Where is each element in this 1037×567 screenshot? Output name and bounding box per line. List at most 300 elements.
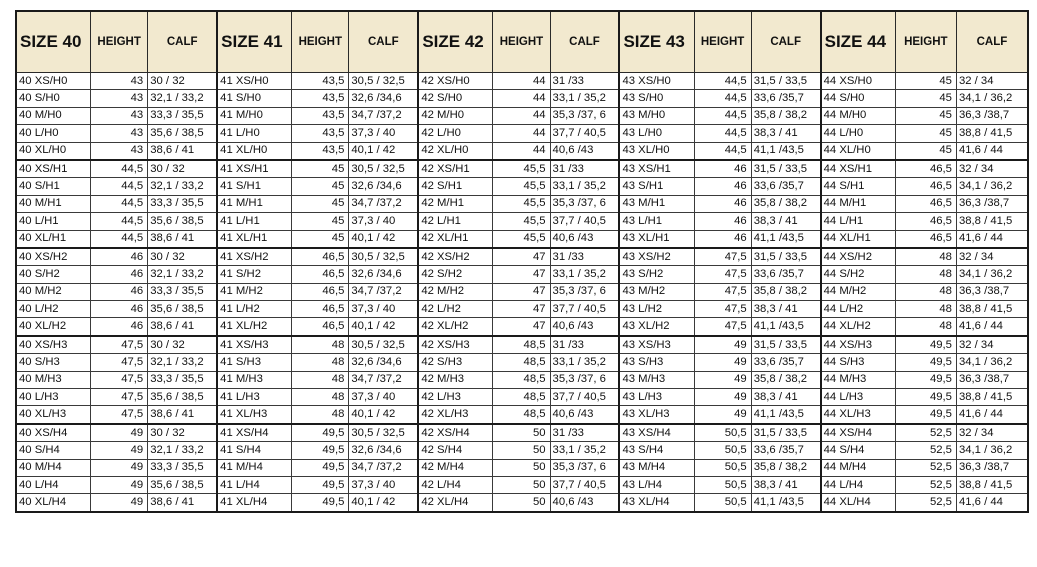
size-header: SIZE 43 — [619, 11, 694, 73]
height-cell: 44,5 — [91, 160, 148, 178]
size-cell: 44 XL/H3 — [821, 406, 896, 424]
table-row — [16, 301, 1028, 318]
table-row — [16, 336, 1028, 354]
size-cell: 43 XL/H4 — [619, 494, 694, 512]
calf-cell: 41,1 /43,5 — [751, 230, 820, 248]
calf-cell: 36,3 /38,7 — [956, 459, 1028, 476]
calf-cell: 32,6 /34,6 — [349, 178, 418, 195]
table-row — [16, 442, 1028, 459]
calf-cell: 38,3 / 41 — [751, 213, 820, 230]
size-cell: 40 XS/H3 — [16, 336, 91, 354]
calf-cell: 38,6 / 41 — [148, 406, 217, 424]
height-cell: 44,5 — [91, 195, 148, 212]
calf-cell: 33,1 / 35,2 — [550, 354, 619, 371]
calf-cell: 33,1 / 35,2 — [550, 442, 619, 459]
height-cell: 46,5 — [292, 248, 349, 266]
height-cell: 50 — [493, 494, 550, 512]
calf-cell: 37,3 / 40 — [349, 125, 418, 142]
size-cell: 43 XL/H1 — [619, 230, 694, 248]
size-cell: 43 XL/H2 — [619, 318, 694, 336]
calf-cell: 38,6 / 41 — [148, 230, 217, 248]
header-row — [16, 11, 1028, 73]
size-cell: 41 XL/H3 — [217, 406, 292, 424]
size-cell: 42 XL/H1 — [418, 230, 493, 248]
size-cell: 42 XL/H4 — [418, 494, 493, 512]
size-cell: 43 XS/H4 — [619, 424, 694, 442]
height-cell: 45,5 — [493, 195, 550, 212]
table-row — [16, 178, 1028, 195]
height-cell: 43,5 — [292, 107, 349, 124]
size-chart-table — [15, 10, 1029, 513]
calf-cell: 41,1 /43,5 — [751, 142, 820, 160]
size-cell: 40 S/H4 — [16, 442, 91, 459]
calf-cell: 41,6 / 44 — [956, 230, 1028, 248]
size-cell: 44 S/H0 — [821, 90, 896, 107]
size-header: SIZE 42 — [418, 11, 493, 73]
height-cell: 47,5 — [694, 248, 751, 266]
height-cell: 43,5 — [292, 90, 349, 107]
calf-cell: 38,8 / 41,5 — [956, 213, 1028, 230]
height-cell: 46 — [694, 178, 751, 195]
size-cell: 41 L/H0 — [217, 125, 292, 142]
size-cell: 44 M/H1 — [821, 195, 896, 212]
size-cell: 41 XL/H0 — [217, 142, 292, 160]
size-cell: 42 M/H1 — [418, 195, 493, 212]
size-cell: 41 XS/H3 — [217, 336, 292, 354]
calf-cell: 32,6 /34,6 — [349, 90, 418, 107]
height-cell: 44 — [493, 125, 550, 142]
size-cell: 44 S/H2 — [821, 266, 896, 283]
size-cell: 40 S/H3 — [16, 354, 91, 371]
size-cell: 43 M/H0 — [619, 107, 694, 124]
height-cell: 45 — [895, 142, 956, 160]
size-header: SIZE 44 — [821, 11, 896, 73]
calf-cell: 32 / 34 — [956, 424, 1028, 442]
size-cell: 44 XL/H2 — [821, 318, 896, 336]
table-row — [16, 213, 1028, 230]
size-cell: 44 XL/H1 — [821, 230, 896, 248]
size-cell: 41 S/H0 — [217, 90, 292, 107]
table-row — [16, 354, 1028, 371]
height-cell: 48 — [895, 283, 956, 300]
height-cell: 48 — [292, 371, 349, 388]
height-cell: 44 — [493, 142, 550, 160]
height-cell: 43,5 — [292, 142, 349, 160]
calf-cell: 38,3 / 41 — [751, 389, 820, 406]
calf-cell: 36,3 /38,7 — [956, 283, 1028, 300]
calf-header: CALF — [148, 11, 217, 73]
size-cell: 41 XS/H0 — [217, 73, 292, 90]
calf-cell: 34,7 /37,2 — [349, 107, 418, 124]
calf-cell: 35,3 /37, 6 — [550, 195, 619, 212]
height-cell: 44,5 — [91, 178, 148, 195]
height-header: HEIGHT — [895, 11, 956, 73]
height-cell: 50,5 — [694, 424, 751, 442]
calf-cell: 33,3 / 35,5 — [148, 283, 217, 300]
height-cell: 49 — [694, 371, 751, 388]
size-cell: 43 S/H1 — [619, 178, 694, 195]
height-cell: 44 — [493, 73, 550, 90]
height-cell: 43 — [91, 142, 148, 160]
height-cell: 46,5 — [292, 318, 349, 336]
height-cell: 52,5 — [895, 494, 956, 512]
height-cell: 50 — [493, 476, 550, 493]
calf-cell: 38,3 / 41 — [751, 301, 820, 318]
height-cell: 49 — [91, 459, 148, 476]
table-row — [16, 125, 1028, 142]
calf-header: CALF — [550, 11, 619, 73]
calf-cell: 38,8 / 41,5 — [956, 389, 1028, 406]
size-cell: 44 XL/H0 — [821, 142, 896, 160]
height-cell: 48 — [895, 318, 956, 336]
calf-cell: 37,3 / 40 — [349, 213, 418, 230]
calf-cell: 40,1 / 42 — [349, 494, 418, 512]
height-cell: 45 — [895, 107, 956, 124]
size-cell: 43 M/H1 — [619, 195, 694, 212]
size-cell: 43 XS/H2 — [619, 248, 694, 266]
calf-cell: 35,6 / 38,5 — [148, 125, 217, 142]
calf-cell: 41,1 /43,5 — [751, 406, 820, 424]
height-cell: 46,5 — [292, 266, 349, 283]
size-cell: 40 XL/H3 — [16, 406, 91, 424]
size-cell: 40 L/H4 — [16, 476, 91, 493]
size-cell: 41 L/H4 — [217, 476, 292, 493]
calf-cell: 35,6 / 38,5 — [148, 476, 217, 493]
height-cell: 46 — [694, 160, 751, 178]
size-cell: 41 M/H4 — [217, 459, 292, 476]
size-cell: 40 S/H0 — [16, 90, 91, 107]
size-cell: 40 L/H2 — [16, 301, 91, 318]
calf-cell: 34,7 /37,2 — [349, 283, 418, 300]
height-cell: 49 — [694, 336, 751, 354]
size-cell: 40 M/H2 — [16, 283, 91, 300]
height-cell: 47 — [493, 248, 550, 266]
size-cell: 43 L/H0 — [619, 125, 694, 142]
size-cell: 43 S/H2 — [619, 266, 694, 283]
calf-cell: 35,8 / 38,2 — [751, 107, 820, 124]
size-cell: 43 XS/H1 — [619, 160, 694, 178]
size-cell: 40 L/H3 — [16, 389, 91, 406]
size-chart-sheet — [15, 10, 1029, 545]
calf-cell: 33,6 /35,7 — [751, 90, 820, 107]
calf-cell: 30 / 32 — [148, 336, 217, 354]
height-cell: 49,5 — [292, 424, 349, 442]
size-cell: 42 S/H3 — [418, 354, 493, 371]
calf-cell: 40,6 /43 — [550, 230, 619, 248]
size-cell: 44 L/H0 — [821, 125, 896, 142]
size-cell: 44 XS/H3 — [821, 336, 896, 354]
calf-cell: 32,6 /34,6 — [349, 354, 418, 371]
size-cell: 44 L/H4 — [821, 476, 896, 493]
height-cell: 47 — [493, 301, 550, 318]
height-cell: 49,5 — [895, 406, 956, 424]
height-cell: 43 — [91, 107, 148, 124]
height-cell: 47,5 — [91, 371, 148, 388]
calf-cell: 40,1 / 42 — [349, 406, 418, 424]
height-cell: 48 — [292, 354, 349, 371]
height-cell: 47 — [493, 283, 550, 300]
height-cell: 47,5 — [694, 266, 751, 283]
calf-cell: 34,7 /37,2 — [349, 195, 418, 212]
calf-cell: 31,5 / 33,5 — [751, 73, 820, 90]
height-cell: 47,5 — [694, 318, 751, 336]
calf-cell: 33,6 /35,7 — [751, 266, 820, 283]
calf-cell: 40,1 / 42 — [349, 230, 418, 248]
table-row — [16, 73, 1028, 90]
height-cell: 48 — [292, 336, 349, 354]
calf-cell: 34,1 / 36,2 — [956, 266, 1028, 283]
size-cell: 44 L/H1 — [821, 213, 896, 230]
calf-cell: 35,8 / 38,2 — [751, 371, 820, 388]
size-cell: 41 XL/H2 — [217, 318, 292, 336]
height-cell: 49 — [694, 354, 751, 371]
size-cell: 42 L/H2 — [418, 301, 493, 318]
calf-cell: 33,1 / 35,2 — [550, 266, 619, 283]
calf-cell: 30 / 32 — [148, 424, 217, 442]
size-cell: 44 L/H3 — [821, 389, 896, 406]
height-cell: 46,5 — [895, 178, 956, 195]
height-cell: 46,5 — [895, 195, 956, 212]
height-cell: 48 — [895, 266, 956, 283]
calf-cell: 38,8 / 41,5 — [956, 476, 1028, 493]
size-cell: 44 XS/H4 — [821, 424, 896, 442]
size-cell: 43 M/H4 — [619, 459, 694, 476]
size-cell: 42 M/H2 — [418, 283, 493, 300]
height-cell: 46 — [91, 283, 148, 300]
calf-cell: 34,1 / 36,2 — [956, 90, 1028, 107]
calf-cell: 32,1 / 33,2 — [148, 90, 217, 107]
height-cell: 50,5 — [694, 442, 751, 459]
height-cell: 44,5 — [694, 142, 751, 160]
calf-cell: 32,6 /34,6 — [349, 442, 418, 459]
calf-cell: 33,1 / 35,2 — [550, 90, 619, 107]
calf-header: CALF — [751, 11, 820, 73]
height-cell: 44,5 — [694, 125, 751, 142]
calf-cell: 31,5 / 33,5 — [751, 336, 820, 354]
size-cell: 40 M/H1 — [16, 195, 91, 212]
height-header: HEIGHT — [694, 11, 751, 73]
height-cell: 50 — [493, 459, 550, 476]
table-row — [16, 371, 1028, 388]
size-cell: 44 XS/H2 — [821, 248, 896, 266]
size-cell: 41 L/H3 — [217, 389, 292, 406]
height-cell: 48,5 — [493, 336, 550, 354]
calf-cell: 38,3 / 41 — [751, 125, 820, 142]
calf-cell: 34,1 / 36,2 — [956, 354, 1028, 371]
size-cell: 42 S/H2 — [418, 266, 493, 283]
height-header: HEIGHT — [292, 11, 349, 73]
calf-cell: 37,7 / 40,5 — [550, 389, 619, 406]
table-header — [16, 11, 1028, 73]
height-cell: 45,5 — [493, 160, 550, 178]
table-row — [16, 459, 1028, 476]
calf-cell: 41,1 /43,5 — [751, 318, 820, 336]
size-cell: 40 M/H4 — [16, 459, 91, 476]
size-cell: 44 S/H3 — [821, 354, 896, 371]
size-cell: 40 M/H3 — [16, 371, 91, 388]
height-cell: 45 — [895, 125, 956, 142]
height-cell: 46 — [694, 230, 751, 248]
calf-cell: 30,5 / 32,5 — [349, 336, 418, 354]
size-cell: 44 M/H3 — [821, 371, 896, 388]
calf-cell: 35,8 / 38,2 — [751, 283, 820, 300]
size-cell: 41 S/H1 — [217, 178, 292, 195]
size-cell: 41 XL/H4 — [217, 494, 292, 512]
height-cell: 44 — [493, 90, 550, 107]
height-cell: 48,5 — [493, 354, 550, 371]
size-cell: 42 XS/H2 — [418, 248, 493, 266]
size-cell: 42 S/H4 — [418, 442, 493, 459]
calf-cell: 41,1 /43,5 — [751, 494, 820, 512]
size-cell: 42 M/H3 — [418, 371, 493, 388]
calf-cell: 37,3 / 40 — [349, 301, 418, 318]
size-cell: 43 L/H2 — [619, 301, 694, 318]
calf-cell: 35,8 / 38,2 — [751, 195, 820, 212]
height-cell: 45,5 — [493, 230, 550, 248]
height-cell: 50,5 — [694, 476, 751, 493]
size-cell: 40 XL/H2 — [16, 318, 91, 336]
size-cell: 41 XL/H1 — [217, 230, 292, 248]
size-cell: 42 XS/H4 — [418, 424, 493, 442]
table-row — [16, 230, 1028, 248]
calf-cell: 32 / 34 — [956, 73, 1028, 90]
calf-cell: 33,3 / 35,5 — [148, 107, 217, 124]
size-cell: 41 S/H2 — [217, 266, 292, 283]
calf-cell: 31 /33 — [550, 248, 619, 266]
calf-cell: 30,5 / 32,5 — [349, 73, 418, 90]
height-cell: 45,5 — [493, 213, 550, 230]
calf-cell: 31,5 / 33,5 — [751, 248, 820, 266]
height-cell: 46,5 — [895, 213, 956, 230]
height-cell: 52,5 — [895, 459, 956, 476]
calf-cell: 35,6 / 38,5 — [148, 301, 217, 318]
size-cell: 41 S/H4 — [217, 442, 292, 459]
size-cell: 44 M/H4 — [821, 459, 896, 476]
calf-cell: 36,3 /38,7 — [956, 371, 1028, 388]
height-cell: 47,5 — [694, 301, 751, 318]
calf-cell: 31 /33 — [550, 424, 619, 442]
table-body — [16, 73, 1028, 512]
size-cell: 44 S/H4 — [821, 442, 896, 459]
height-cell: 44,5 — [91, 230, 148, 248]
height-cell: 50,5 — [694, 459, 751, 476]
height-cell: 49 — [91, 494, 148, 512]
table-row — [16, 406, 1028, 424]
calf-header: CALF — [349, 11, 418, 73]
height-cell: 49 — [694, 406, 751, 424]
height-cell: 43,5 — [292, 73, 349, 90]
calf-cell: 32,6 /34,6 — [349, 266, 418, 283]
size-cell: 41 XS/H4 — [217, 424, 292, 442]
height-cell: 43 — [91, 90, 148, 107]
height-cell: 47,5 — [91, 389, 148, 406]
size-cell: 40 XL/H1 — [16, 230, 91, 248]
table-row — [16, 90, 1028, 107]
height-cell: 46,5 — [292, 301, 349, 318]
calf-cell: 30,5 / 32,5 — [349, 248, 418, 266]
height-cell: 50,5 — [694, 494, 751, 512]
size-cell: 43 L/H3 — [619, 389, 694, 406]
calf-cell: 40,6 /43 — [550, 406, 619, 424]
height-cell: 45 — [292, 160, 349, 178]
height-cell: 44 — [493, 107, 550, 124]
calf-cell: 37,3 / 40 — [349, 389, 418, 406]
size-cell: 41 L/H2 — [217, 301, 292, 318]
size-cell: 40 XL/H4 — [16, 494, 91, 512]
height-cell: 50 — [493, 442, 550, 459]
height-cell: 49 — [694, 389, 751, 406]
height-cell: 49,5 — [292, 459, 349, 476]
size-cell: 43 XL/H3 — [619, 406, 694, 424]
size-cell: 41 M/H2 — [217, 283, 292, 300]
height-cell: 49,5 — [895, 336, 956, 354]
height-cell: 46 — [91, 301, 148, 318]
size-cell: 44 M/H2 — [821, 283, 896, 300]
calf-cell: 38,6 / 41 — [148, 494, 217, 512]
calf-cell: 32,1 / 33,2 — [148, 354, 217, 371]
height-cell: 48,5 — [493, 406, 550, 424]
size-cell: 44 L/H2 — [821, 301, 896, 318]
size-cell: 40 XS/H4 — [16, 424, 91, 442]
calf-cell: 41,6 / 44 — [956, 142, 1028, 160]
height-cell: 52,5 — [895, 442, 956, 459]
size-cell: 43 S/H0 — [619, 90, 694, 107]
size-cell: 41 XS/H2 — [217, 248, 292, 266]
size-cell: 43 XS/H3 — [619, 336, 694, 354]
size-cell: 43 L/H4 — [619, 476, 694, 493]
height-cell: 47,5 — [91, 406, 148, 424]
calf-cell: 38,8 / 41,5 — [956, 125, 1028, 142]
size-cell: 40 XS/H1 — [16, 160, 91, 178]
calf-cell: 37,7 / 40,5 — [550, 476, 619, 493]
calf-cell: 33,3 / 35,5 — [148, 371, 217, 388]
calf-cell: 30,5 / 32,5 — [349, 160, 418, 178]
table-row — [16, 424, 1028, 442]
calf-cell: 32,1 / 33,2 — [148, 178, 217, 195]
size-cell: 40 L/H1 — [16, 213, 91, 230]
height-cell: 49,5 — [895, 389, 956, 406]
size-cell: 40 XS/H0 — [16, 73, 91, 90]
calf-cell: 31 /33 — [550, 336, 619, 354]
size-cell: 43 M/H2 — [619, 283, 694, 300]
calf-cell: 38,3 / 41 — [751, 476, 820, 493]
calf-cell: 35,3 /37, 6 — [550, 107, 619, 124]
size-cell: 41 M/H3 — [217, 371, 292, 388]
size-cell: 42 XL/H0 — [418, 142, 493, 160]
size-cell: 42 M/H4 — [418, 459, 493, 476]
size-cell: 43 M/H3 — [619, 371, 694, 388]
size-cell: 41 M/H1 — [217, 195, 292, 212]
size-cell: 40 S/H1 — [16, 178, 91, 195]
calf-cell: 33,6 /35,7 — [751, 442, 820, 459]
table-row — [16, 494, 1028, 512]
table-row — [16, 283, 1028, 300]
calf-cell: 35,3 /37, 6 — [550, 283, 619, 300]
height-cell: 46 — [91, 248, 148, 266]
size-cell: 43 S/H3 — [619, 354, 694, 371]
height-cell: 49 — [91, 424, 148, 442]
height-cell: 43 — [91, 73, 148, 90]
table-row — [16, 107, 1028, 124]
size-cell: 43 XL/H0 — [619, 142, 694, 160]
height-cell: 48,5 — [493, 371, 550, 388]
height-cell: 47,5 — [694, 283, 751, 300]
calf-cell: 38,6 / 41 — [148, 318, 217, 336]
calf-cell: 34,7 /37,2 — [349, 459, 418, 476]
size-cell: 43 L/H1 — [619, 213, 694, 230]
height-cell: 48 — [292, 389, 349, 406]
calf-cell: 35,3 /37, 6 — [550, 371, 619, 388]
